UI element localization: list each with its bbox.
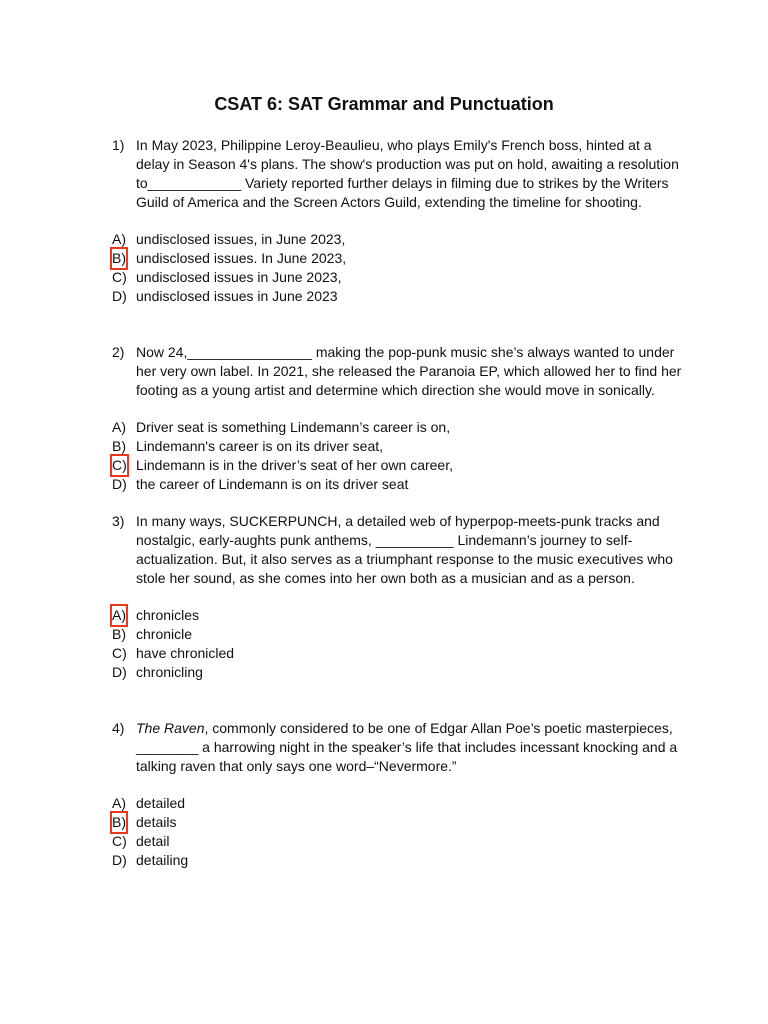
question-1 <box>112 136 682 212</box>
selected-answer-marker: C) <box>112 457 127 473</box>
choice-letter: D) <box>112 288 127 304</box>
choice-text: undisclosed issues in June 2023 <box>136 288 338 304</box>
selected-answer-marker: B) <box>112 250 126 266</box>
choice-text: undisclosed issues. In June 2023, <box>136 250 347 266</box>
question-text <box>136 719 682 776</box>
choice-b[interactable] <box>112 249 682 268</box>
question-text: Now 24,________________ making the pop-punk music she’s always wanted to under her very own label. In 2021, she released the Paranoia EP, which allowed her to find her footing as a young artist and determine which direction she would move in sonically. <box>136 344 682 398</box>
choice-a[interactable] <box>112 230 682 249</box>
choice-letter: C) <box>112 833 127 849</box>
selected-answer-marker: A) <box>112 607 126 623</box>
answer-choices-4 <box>112 794 682 870</box>
choice-d[interactable] <box>112 851 682 870</box>
choice-text: details <box>136 814 177 830</box>
choice-text: have chronicled <box>136 645 235 661</box>
choice-text: chronicle <box>136 626 193 642</box>
choice-b[interactable] <box>112 437 682 456</box>
choice-a[interactable] <box>112 418 682 437</box>
choice-letter: C) <box>112 269 127 285</box>
choice-c[interactable] <box>112 268 682 287</box>
choice-letter: C) <box>112 645 127 661</box>
choice-letter: D) <box>112 852 127 868</box>
question-text: In many ways, SUCKERPUNCH, a detailed web of hyperpop-meets-punk tracks and nostalgic, early-aughts punk anthems, __________ Lindemann’s journey to self-actualization. But, it also serves as a triumphant response to the music executives who stole her sound, as she comes into her own both as a musician and as a person. <box>136 513 673 586</box>
choice-b[interactable] <box>112 813 682 832</box>
choice-b[interactable] <box>112 625 682 644</box>
choice-text: undisclosed issues in June 2023, <box>136 269 342 285</box>
page-title: CSAT 6: SAT Grammar and Punctuation <box>214 94 554 114</box>
choice-text: detailed <box>136 795 186 811</box>
choice-text: Lindemann is in the driver’s seat of her own career, <box>136 457 453 473</box>
question-4 <box>112 719 682 776</box>
choice-text: undisclosed issues, in June 2023, <box>136 231 346 247</box>
choice-text: Lindemann's career is on its driver seat, <box>136 438 384 454</box>
choice-d[interactable] <box>112 663 682 682</box>
choice-c[interactable] <box>112 644 682 663</box>
question-3 <box>112 512 682 588</box>
question-2 <box>112 343 682 400</box>
answer-choices-3 <box>112 606 682 682</box>
question-text-body: , commonly considered to be one of Edgar Allan Poe’s poetic masterpieces, ________ a harrowing night in the speaker’s life that includes incessant knocking and a talking raven that only says one word–“Nevermore.” <box>136 720 678 774</box>
question-number: 4) <box>112 720 125 736</box>
choice-letter: D) <box>112 664 127 680</box>
choice-text: Driver seat is something Lindemann’s career is on, <box>136 419 451 435</box>
choice-text: detail <box>136 833 170 849</box>
answer-choices-1 <box>112 230 682 306</box>
choice-text: chronicles <box>136 607 200 623</box>
question-number: 2) <box>112 344 125 360</box>
selected-answer-marker: B) <box>112 814 126 830</box>
answer-choices-2 <box>112 418 682 494</box>
choice-letter: B) <box>112 438 126 454</box>
question-number: 3) <box>112 513 125 529</box>
choice-letter: D) <box>112 476 127 492</box>
choice-letter: B) <box>112 626 126 642</box>
choice-a[interactable] <box>112 606 682 625</box>
choice-d[interactable] <box>112 287 682 306</box>
choice-d[interactable] <box>112 475 682 494</box>
choice-text: the career of Lindemann is on its driver seat <box>136 476 409 492</box>
choice-letter: A) <box>112 419 126 435</box>
choice-letter: A) <box>112 231 126 247</box>
choice-a[interactable] <box>112 794 682 813</box>
question-text: In May 2023, Philippine Leroy-Beaulieu, who plays Emily's French boss, hinted at a delay in Season 4's plans. The show's production was put on hold, awaiting a resolution to____________ Variety reported further delays in filming due to strikes by the Writers Guild of America and the Screen Actors Guild, extending the timeline for shooting. <box>136 137 679 210</box>
poem-title: The Raven <box>136 720 205 736</box>
choice-c[interactable] <box>112 832 682 851</box>
choice-text: detailing <box>136 852 189 868</box>
choice-letter: A) <box>112 795 126 811</box>
choice-text: chronicling <box>136 664 203 680</box>
question-number: 1) <box>112 137 125 153</box>
choice-c[interactable] <box>112 456 682 475</box>
